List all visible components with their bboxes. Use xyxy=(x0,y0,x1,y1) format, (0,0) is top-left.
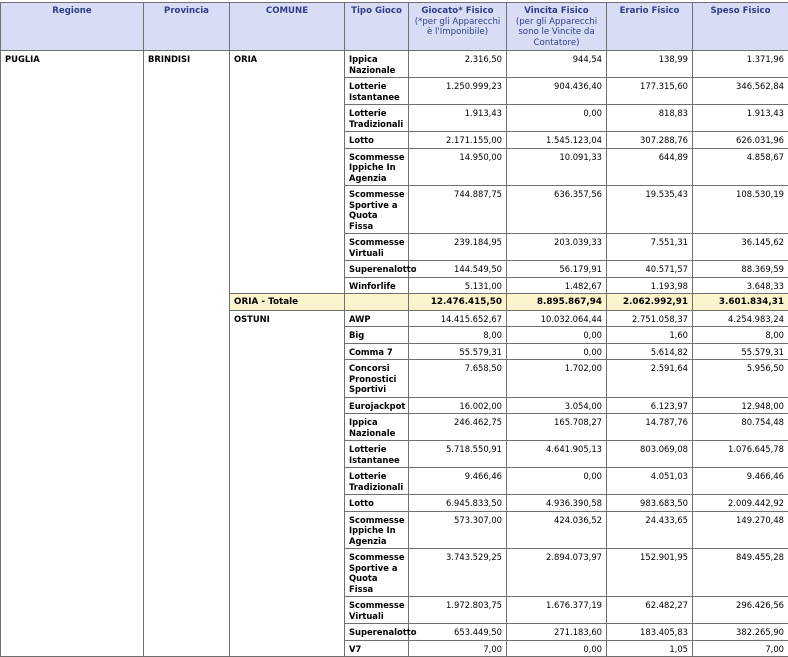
cell-tipo: Superenalotto xyxy=(345,261,409,278)
cell-vincita: 3.054,00 xyxy=(507,397,607,414)
header-giocato-label: Giocato* Fisico xyxy=(421,6,493,16)
cell-vincita: 0,00 xyxy=(507,343,607,360)
cell-giocato: 239.184,95 xyxy=(409,234,507,261)
cell-vincita: 1.545.123,04 xyxy=(507,132,607,149)
total-tipo-empty xyxy=(345,294,409,311)
cell-speso: 7,00 xyxy=(693,640,788,657)
cell-giocato: 55.579,31 xyxy=(409,343,507,360)
cell-vincita: 424.036,52 xyxy=(507,511,607,549)
cell-speso: 9.466,46 xyxy=(693,468,788,495)
cell-speso: 8,00 xyxy=(693,327,788,344)
cell-giocato: 14.950,00 xyxy=(409,148,507,186)
cell-tipo: Winforlife xyxy=(345,277,409,294)
cell-erario: 1.193,98 xyxy=(607,277,693,294)
cell-erario: 644,89 xyxy=(607,148,693,186)
cell-giocato: 2.316,50 xyxy=(409,51,507,78)
cell-vincita: 4.936.390,58 xyxy=(507,495,607,512)
cell-vincita: 165.708,27 xyxy=(507,414,607,441)
header-provincia: Provincia xyxy=(144,3,230,51)
cell-giocato: 5.131,00 xyxy=(409,277,507,294)
cell-tipo: Ippica Nazionale xyxy=(345,414,409,441)
cell-vincita: 10.091,33 xyxy=(507,148,607,186)
cell-erario: 1,60 xyxy=(607,327,693,344)
total-speso: 3.601.834,31 xyxy=(693,294,788,311)
cell-tipo: Concorsi Pronostici Sportivi xyxy=(345,360,409,398)
cell-tipo: Lotterie Istantanee xyxy=(345,78,409,105)
cell-vincita: 0,00 xyxy=(507,105,607,132)
cell-erario: 2.751.058,37 xyxy=(607,310,693,327)
cell-erario: 152.901,95 xyxy=(607,549,693,597)
cell-giocato: 1.913,43 xyxy=(409,105,507,132)
cell-vincita: 0,00 xyxy=(507,327,607,344)
table-body xyxy=(1,51,788,657)
cell-erario: 138,99 xyxy=(607,51,693,78)
cell-tipo: V7 xyxy=(345,640,409,657)
cell-erario: 177.315,60 xyxy=(607,78,693,105)
table-row xyxy=(1,51,788,78)
cell-speso: 849.455,28 xyxy=(693,549,788,597)
cell-speso: 5.956,50 xyxy=(693,360,788,398)
cell-giocato: 5.718.550,91 xyxy=(409,441,507,468)
cell-vincita: 944,54 xyxy=(507,51,607,78)
cell-speso: 1.076.645,78 xyxy=(693,441,788,468)
cell-erario: 19.535,43 xyxy=(607,186,693,234)
cell-tipo: Scommesse Ippiche In Agenzia xyxy=(345,511,409,549)
cell-giocato: 744.887,75 xyxy=(409,186,507,234)
cell-vincita: 1.482,67 xyxy=(507,277,607,294)
cell-erario: 2.591,64 xyxy=(607,360,693,398)
cell-speso: 149.270,48 xyxy=(693,511,788,549)
cell-erario: 7.551,31 xyxy=(607,234,693,261)
cell-speso: 12.948,00 xyxy=(693,397,788,414)
cell-speso: 346.562,84 xyxy=(693,78,788,105)
header-vincita-note: (per gli Apparecchi sono le Vincite da Contatore) xyxy=(511,17,602,49)
cell-speso: 4.858,67 xyxy=(693,148,788,186)
cell-tipo: Big xyxy=(345,327,409,344)
cell-giocato: 1.250.999,23 xyxy=(409,78,507,105)
header-comune: COMUNE xyxy=(230,3,345,51)
cell-vincita: 271.183,60 xyxy=(507,624,607,641)
header-vincita xyxy=(507,3,607,51)
cell-vincita: 1.676.377,19 xyxy=(507,597,607,624)
cell-giocato: 9.466,46 xyxy=(409,468,507,495)
cell-tipo: Superenalotto xyxy=(345,624,409,641)
cell-vincita: 203.039,33 xyxy=(507,234,607,261)
gaming-report-table xyxy=(0,2,788,657)
cell-speso: 2.009.442,92 xyxy=(693,495,788,512)
cell-vincita: 636.357,56 xyxy=(507,186,607,234)
cell-tipo: AWP xyxy=(345,310,409,327)
cell-erario: 818,83 xyxy=(607,105,693,132)
cell-erario: 24.433,65 xyxy=(607,511,693,549)
cell-speso: 1.913,43 xyxy=(693,105,788,132)
cell-erario: 62.482,27 xyxy=(607,597,693,624)
cell-tipo: Scommesse Virtuali xyxy=(345,234,409,261)
header-regione: Regione xyxy=(1,3,144,51)
cell-tipo: Ippica Nazionale xyxy=(345,51,409,78)
cell-speso: 382.265,90 xyxy=(693,624,788,641)
total-erario: 2.062.992,91 xyxy=(607,294,693,311)
cell-giocato: 16.002,00 xyxy=(409,397,507,414)
cell-speso: 80.754,48 xyxy=(693,414,788,441)
cell-vincita: 2.894.073,97 xyxy=(507,549,607,597)
cell-speso: 296.426,56 xyxy=(693,597,788,624)
cell-giocato: 653.449,50 xyxy=(409,624,507,641)
cell-erario: 6.123,97 xyxy=(607,397,693,414)
cell-giocato: 246.462,75 xyxy=(409,414,507,441)
cell-speso: 36.145,62 xyxy=(693,234,788,261)
cell-vincita: 4.641.905,13 xyxy=(507,441,607,468)
cell-vincita: 0,00 xyxy=(507,640,607,657)
cell-tipo: Lotterie Tradizionali xyxy=(345,468,409,495)
cell-speso: 626.031,96 xyxy=(693,132,788,149)
cell-vincita: 10.032.064,44 xyxy=(507,310,607,327)
cell-erario: 40.571,57 xyxy=(607,261,693,278)
cell-vincita: 904.436,40 xyxy=(507,78,607,105)
cell-giocato: 1.972.803,75 xyxy=(409,597,507,624)
cell-giocato: 7.658,50 xyxy=(409,360,507,398)
cell-erario: 14.787,76 xyxy=(607,414,693,441)
cell-giocato: 14.415.652,67 xyxy=(409,310,507,327)
cell-erario: 1,05 xyxy=(607,640,693,657)
header-vincita-label: Vincita Fisico xyxy=(524,6,588,16)
cell-vincita: 1.702,00 xyxy=(507,360,607,398)
header-erario: Erario Fisico xyxy=(607,3,693,51)
cell-tipo: Eurojackpot xyxy=(345,397,409,414)
cell-tipo: Scommesse Sportive a Quota Fissa xyxy=(345,186,409,234)
cell-tipo: Lotterie Tradizionali xyxy=(345,105,409,132)
cell-giocato: 144.549,50 xyxy=(409,261,507,278)
cell-tipo: Comma 7 xyxy=(345,343,409,360)
cell-giocato: 3.743.529,25 xyxy=(409,549,507,597)
cell-comune: ORIA xyxy=(230,51,345,294)
cell-speso: 3.648,33 xyxy=(693,277,788,294)
cell-provincia: BRINDISI xyxy=(144,51,230,657)
header-tipo-gioco: Tipo Gioco xyxy=(345,3,409,51)
header-giocato-note: (*per gli Apparecchi è l'Imponibile) xyxy=(413,17,502,38)
cell-tipo: Scommesse Ippiche In Agenzia xyxy=(345,148,409,186)
cell-erario: 5.614,82 xyxy=(607,343,693,360)
table-header-row xyxy=(1,3,788,51)
cell-tipo: Lotterie Istantanee xyxy=(345,441,409,468)
cell-erario: 183.405,83 xyxy=(607,624,693,641)
total-giocato: 12.476.415,50 xyxy=(409,294,507,311)
header-giocato xyxy=(409,3,507,51)
cell-comune: OSTUNI xyxy=(230,310,345,657)
cell-regione: PUGLIA xyxy=(1,51,144,657)
cell-erario: 307.288,76 xyxy=(607,132,693,149)
cell-tipo: Scommesse Virtuali xyxy=(345,597,409,624)
cell-giocato: 573.307,00 xyxy=(409,511,507,549)
cell-speso: 108.530,19 xyxy=(693,186,788,234)
cell-erario: 983.683,50 xyxy=(607,495,693,512)
cell-vincita: 56.179,91 xyxy=(507,261,607,278)
cell-tipo: Scommesse Sportive a Quota Fissa xyxy=(345,549,409,597)
header-speso: Speso Fisico xyxy=(693,3,788,51)
cell-speso: 55.579,31 xyxy=(693,343,788,360)
cell-giocato: 8,00 xyxy=(409,327,507,344)
cell-tipo: Lotto xyxy=(345,495,409,512)
cell-vincita: 0,00 xyxy=(507,468,607,495)
cell-speso: 4.254.983,24 xyxy=(693,310,788,327)
cell-speso: 1.371,96 xyxy=(693,51,788,78)
total-label: ORIA - Totale xyxy=(230,294,345,311)
cell-giocato: 6.945.833,50 xyxy=(409,495,507,512)
cell-tipo: Lotto xyxy=(345,132,409,149)
cell-speso: 88.369,59 xyxy=(693,261,788,278)
cell-giocato: 7,00 xyxy=(409,640,507,657)
cell-erario: 4.051,03 xyxy=(607,468,693,495)
total-vincita: 8.895.867,94 xyxy=(507,294,607,311)
cell-giocato: 2.171.155,00 xyxy=(409,132,507,149)
cell-erario: 803.069,08 xyxy=(607,441,693,468)
